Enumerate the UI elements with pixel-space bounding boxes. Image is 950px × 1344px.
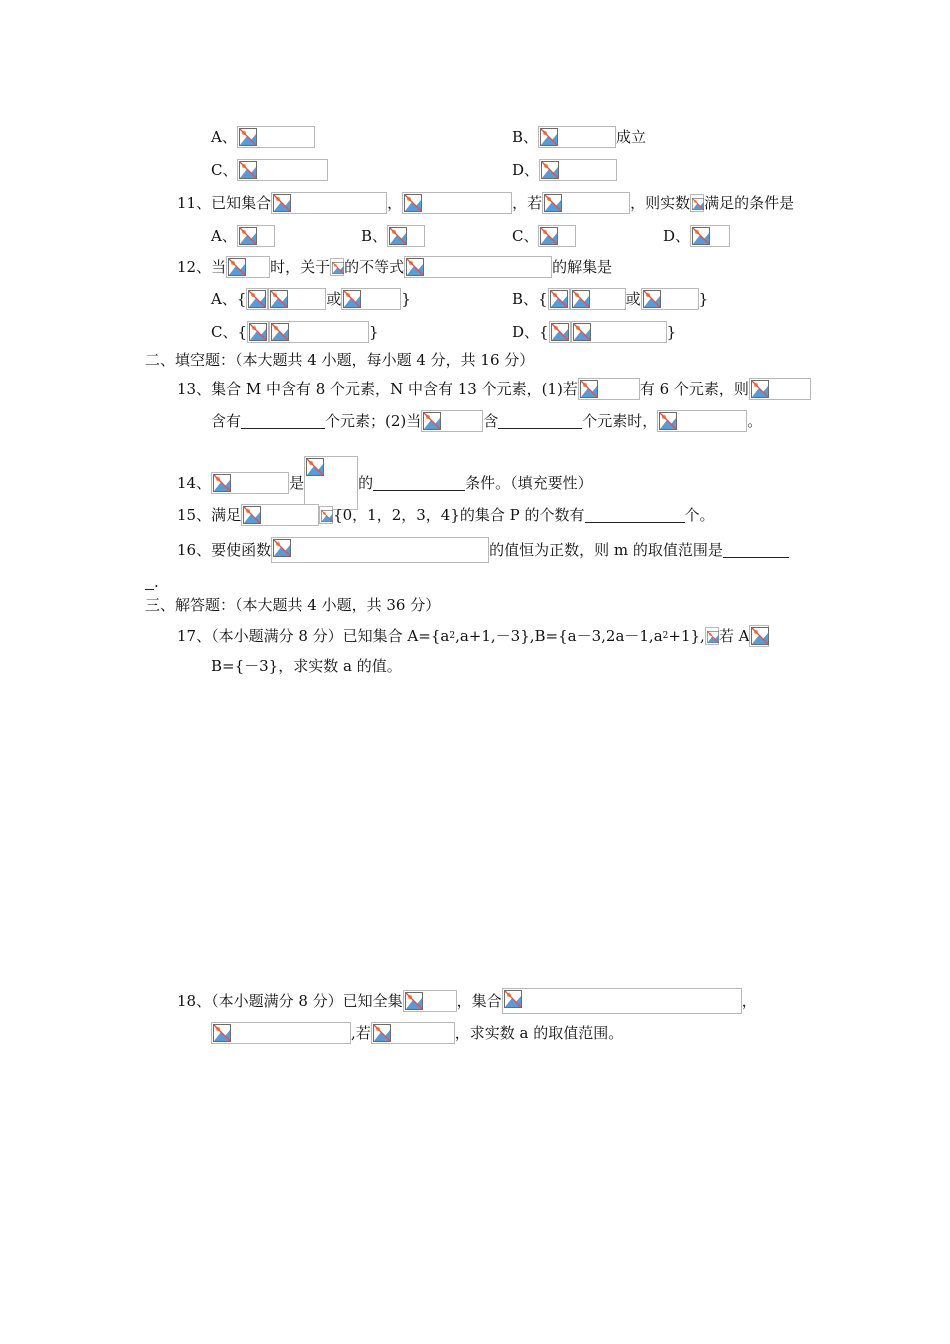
q13-text-4: 个元素；(2)当 (325, 412, 422, 430)
formula-image (578, 378, 640, 400)
broken-image-icon (707, 629, 719, 643)
formula-image (271, 537, 489, 563)
broken-image-icon (659, 412, 677, 430)
broken-image-icon (239, 128, 257, 146)
q15-text-2: {0，1，2，3，4}的集合 P 的个数有 (333, 506, 585, 524)
q13-text-5: 含 (483, 412, 499, 430)
formula-image (241, 504, 319, 526)
formula-image (330, 258, 344, 276)
broken-image-icon (332, 260, 344, 274)
formula-image (237, 159, 328, 181)
q18-text-2: ，集合 (456, 992, 502, 1010)
q17-line-1: 17、（本小题满分 8 分）已知集合 A={a 2 ,a+1,－3},B={a－3,2a－1,a 2 +1}, 若 A (177, 625, 769, 647)
q10-option-d (512, 159, 617, 181)
formula-image (538, 225, 576, 247)
q16 (177, 537, 789, 563)
option-label: C、{ (211, 323, 248, 341)
formula-image (247, 321, 269, 343)
formula-image (403, 990, 457, 1012)
option-label: B、 (512, 128, 539, 146)
broken-image-icon (751, 627, 769, 645)
formula-image (549, 321, 571, 343)
option-suffix: 成立 (616, 128, 647, 146)
broken-image-icon (405, 992, 423, 1010)
broken-image-icon (504, 990, 522, 1008)
q15-text-3: 个。 (684, 506, 715, 524)
formula-image (690, 194, 704, 212)
option-label: D、 (663, 227, 691, 245)
q11-stem (177, 192, 794, 214)
q14 (177, 456, 593, 510)
option-label: B、 (361, 227, 388, 245)
option-label: A、 (211, 128, 237, 146)
option-close: } (666, 323, 677, 341)
q18-text-4: ,若 (351, 1024, 371, 1042)
q11-text-3: ，若 (512, 194, 543, 212)
section-2-heading (145, 350, 534, 370)
formula-image (211, 472, 289, 494)
formula-image (269, 321, 369, 343)
formula-image (402, 192, 512, 214)
option-or: 或 (625, 290, 641, 308)
q14-text-3: 的 (358, 474, 374, 492)
option-label: B、{ (512, 290, 548, 308)
broken-image-icon (273, 539, 291, 557)
q17-text-2: ,a+1,－3},B={a－3,2a－1,a (455, 627, 663, 645)
broken-image-icon (373, 1024, 391, 1042)
formula-image (571, 321, 667, 343)
q10-option-b (512, 126, 646, 148)
broken-image-icon (213, 1024, 231, 1042)
q16-text-1: 16、要使函数 (177, 541, 272, 559)
option-or: 或 (326, 290, 342, 308)
broken-image-icon (541, 161, 559, 179)
q11-text-5: 满足的条件是 (704, 194, 795, 212)
q12-option-c (211, 321, 379, 343)
broken-image-icon (580, 380, 598, 398)
q12-option-b (512, 288, 708, 310)
q17-text-3: +1}, (668, 627, 705, 645)
q13-text-3: 含有 (211, 412, 242, 430)
broken-image-icon (692, 227, 710, 245)
broken-image-icon (389, 227, 407, 245)
formula-image (211, 1022, 351, 1044)
formula-image (538, 126, 616, 148)
q17-text-1: 17、（本小题满分 8 分）已知集合 A={a (177, 627, 450, 645)
q12-option-d (512, 321, 676, 343)
q13-line-1 (177, 378, 811, 400)
q13-line-2 (211, 410, 762, 432)
formula-image (749, 625, 769, 647)
formula-image (641, 288, 699, 310)
q13-text-2: 有 6 个元素，则 (639, 380, 749, 398)
q16-text-2: 的值恒为正数，则 m 的取值范围是 (489, 541, 723, 559)
formula-image (304, 456, 358, 510)
option-label: D、 (512, 161, 540, 179)
formula-image (542, 192, 630, 214)
formula-image (341, 288, 401, 310)
q17-line-2 (211, 656, 402, 676)
q11-option-c (512, 225, 576, 247)
q12-stem (177, 256, 612, 278)
section-title: 二、填空题：（本大题共 4 小题，每小题 4 分，共 16 分） (145, 351, 535, 369)
option-label: D、{ (512, 323, 549, 341)
broken-image-icon (550, 290, 568, 308)
q11-text-4: ，则实数 (630, 194, 691, 212)
q11-option-a (211, 225, 275, 247)
section-3-heading (145, 595, 440, 615)
q12-text-4: 的解集是 (552, 258, 613, 276)
q12-text-1: 12、当 (177, 258, 227, 276)
broken-image-icon (239, 227, 257, 245)
answer-blank[interactable] (373, 475, 465, 491)
q13-text-7: 。 (747, 412, 763, 430)
option-label: C、 (211, 161, 238, 179)
q17-text-5: B={－3}，求实数 a 的值。 (211, 657, 402, 675)
broken-image-icon (270, 290, 288, 308)
broken-image-icon (572, 290, 590, 308)
broken-image-icon (321, 508, 333, 522)
formula-image (387, 225, 425, 247)
broken-image-icon (248, 290, 266, 308)
q18-line-1 (177, 988, 757, 1014)
q18-text-3: ， (741, 992, 757, 1010)
broken-image-icon (343, 290, 361, 308)
broken-image-icon (228, 258, 246, 276)
q16-continued (145, 572, 159, 592)
q11-text-1: 11、已知集合 (177, 194, 272, 212)
q11-text-2: ， (387, 194, 403, 212)
broken-image-icon (306, 458, 324, 476)
formula-image (548, 288, 570, 310)
formula-image (657, 410, 747, 432)
option-close: } (369, 323, 379, 341)
q11-option-d (663, 225, 730, 247)
formula-image (570, 288, 626, 310)
broken-image-icon (271, 323, 289, 341)
option-label: A、{ (211, 290, 247, 308)
broken-image-icon (249, 323, 267, 341)
broken-image-icon (544, 194, 562, 212)
broken-image-icon (573, 323, 591, 341)
broken-image-icon (213, 474, 231, 492)
broken-image-icon (406, 258, 424, 276)
formula-image (749, 378, 811, 400)
broken-image-icon (551, 323, 569, 341)
broken-image-icon (273, 194, 291, 212)
q14-text-1: 14、 (177, 474, 212, 492)
option-label: C、 (512, 227, 539, 245)
broken-image-icon (751, 380, 769, 398)
option-label: A、 (211, 227, 237, 245)
formula-image (268, 288, 326, 310)
answer-blank-continued[interactable] (145, 574, 154, 590)
formula-image (421, 410, 483, 432)
q10-option-a (211, 126, 315, 148)
answer-blank[interactable] (498, 413, 582, 429)
q12-option-a (211, 288, 411, 310)
formula-image (226, 256, 270, 278)
formula-image (539, 159, 617, 181)
q12-text-2: 时，关于 (270, 258, 331, 276)
formula-image (705, 627, 719, 645)
formula-image (502, 988, 742, 1014)
broken-image-icon (243, 506, 261, 524)
broken-image-icon (540, 128, 558, 146)
answer-blank[interactable] (585, 507, 685, 523)
broken-image-icon (404, 194, 422, 212)
q16-text-3: . (154, 573, 159, 591)
formula-image (371, 1022, 455, 1044)
q12-text-3: 的不等式 (344, 258, 405, 276)
q14-text-4: 条件。（填充要性） (465, 474, 593, 492)
answer-blank[interactable] (723, 542, 789, 558)
q18-text-5: ，求实数 a 的取值范围。 (454, 1024, 624, 1042)
q14-text-2: 是 (289, 474, 305, 492)
formula-image (246, 288, 268, 310)
broken-image-icon (423, 412, 441, 430)
option-close: } (698, 290, 709, 308)
section-title: 三、解答题：（本大题共 4 小题，共 36 分） (145, 596, 441, 614)
formula-image (690, 225, 730, 247)
q15-text-1: 15、满足 (177, 506, 242, 524)
formula-image (271, 192, 387, 214)
q15 (177, 504, 715, 526)
broken-image-icon (239, 161, 257, 179)
q11-option-b (361, 225, 425, 247)
q18-line-2 (211, 1022, 623, 1044)
formula-image (404, 256, 552, 278)
q10-option-c (211, 159, 328, 181)
broken-image-icon (540, 227, 558, 245)
q13-text-1: 13、集合 M 中含有 8 个元素，N 中含有 13 个元素，(1)若 (177, 380, 578, 398)
formula-image (319, 506, 333, 524)
broken-image-icon (643, 290, 661, 308)
q13-text-6: 个元素时， (582, 412, 658, 430)
broken-image-icon (692, 196, 704, 210)
q18-text-1: 18、（本小题满分 8 分）已知全集 (177, 992, 403, 1010)
answer-blank[interactable] (241, 413, 325, 429)
formula-image (237, 225, 275, 247)
q17-text-4: 若 A (718, 627, 750, 645)
option-close: } (401, 290, 411, 308)
formula-image (237, 126, 315, 148)
